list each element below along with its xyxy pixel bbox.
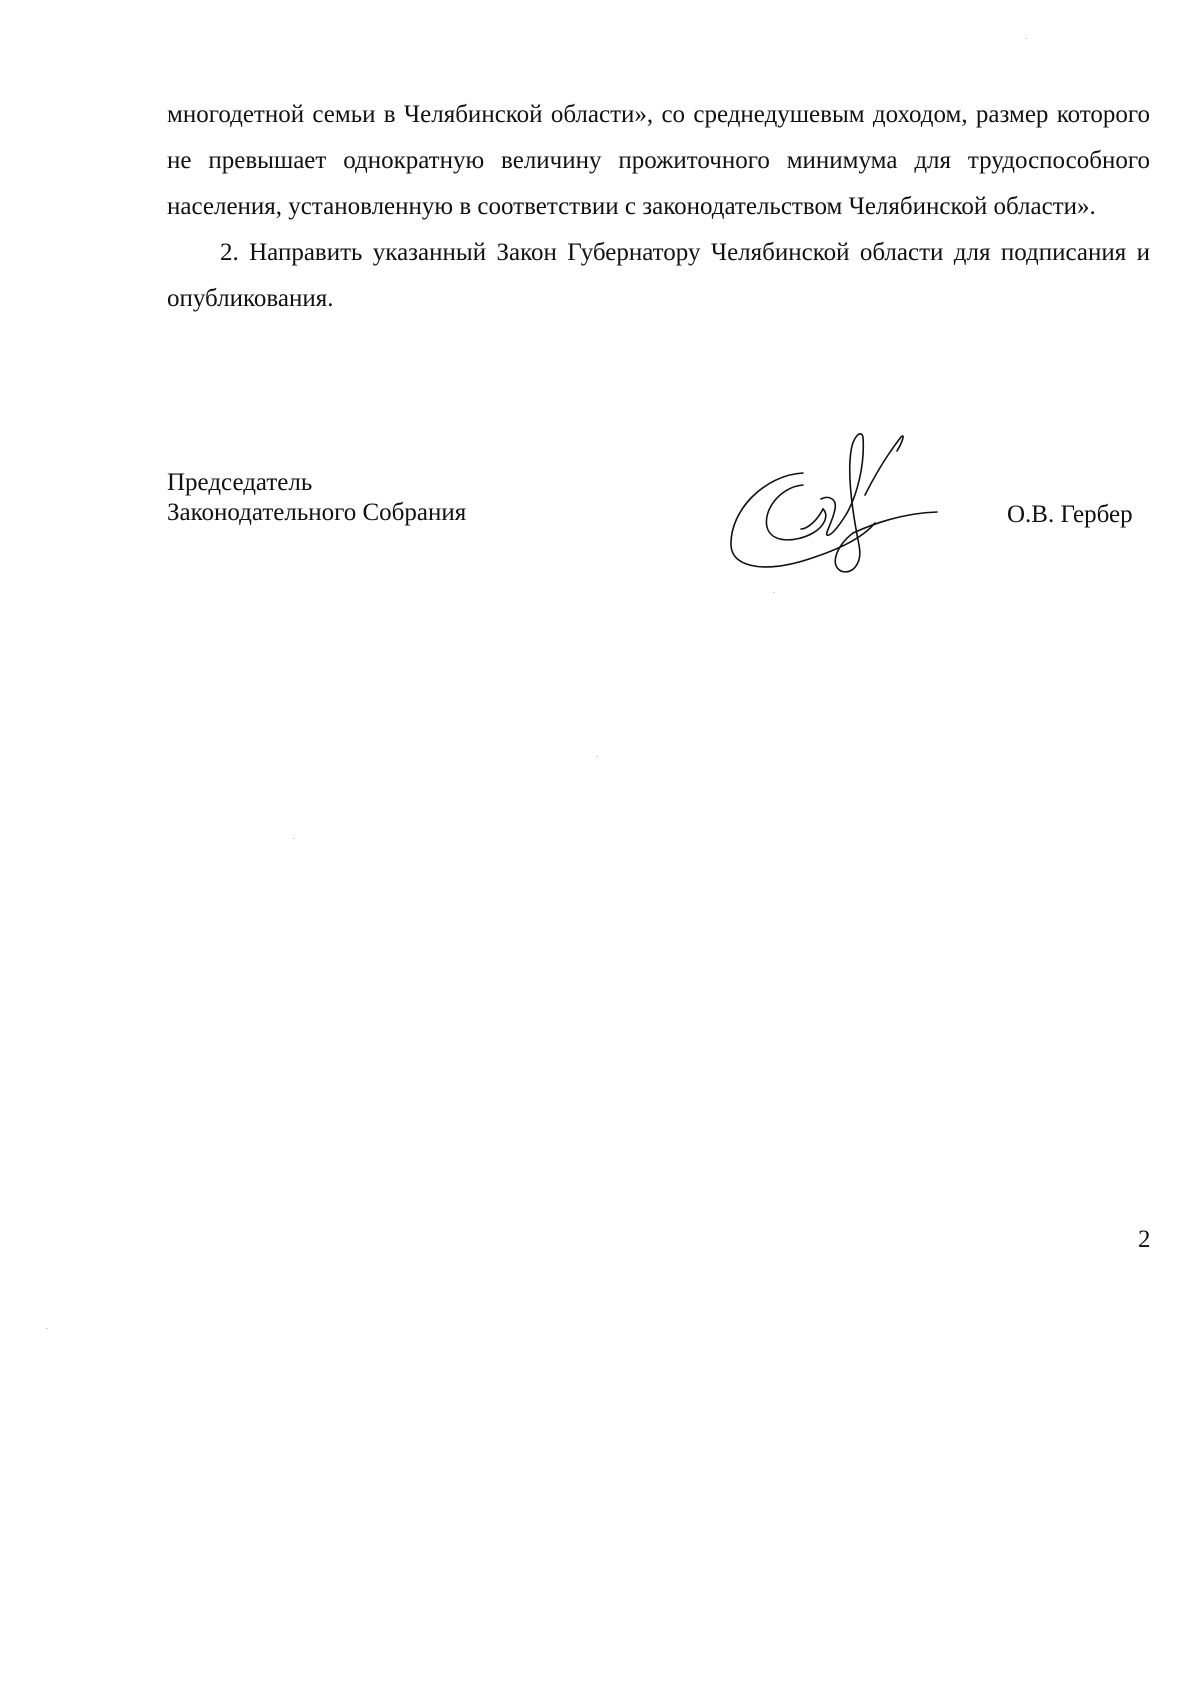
signatory-name: О.В. Гербер xyxy=(1007,501,1133,528)
page-number: 2 xyxy=(1138,1226,1151,1253)
signatory-position-line-2: Законодательного Собрания xyxy=(167,499,467,526)
scan-speck xyxy=(773,592,775,593)
signatory-position-line-1: Председатель xyxy=(167,469,313,496)
scan-speck xyxy=(596,756,598,757)
scan-speck xyxy=(293,838,295,839)
scan-speck xyxy=(46,1328,48,1329)
handwritten-signature xyxy=(725,425,960,575)
paragraph-2: 2. Направить указанный Закон Губернатору Челябинской области для подписания и опубликования. xyxy=(167,239,1150,312)
paragraph-continued: многодетной семьи в Челябинской области», со среднедушевым доходом, размер которого не превышает однократную величину прожиточного минимума для трудоспособного населения, установленную в соответствии с законодательством Челябинской области». xyxy=(167,101,1150,220)
document-body xyxy=(167,92,1150,322)
signatory-position xyxy=(167,468,466,528)
scan-speck xyxy=(1025,38,1027,39)
